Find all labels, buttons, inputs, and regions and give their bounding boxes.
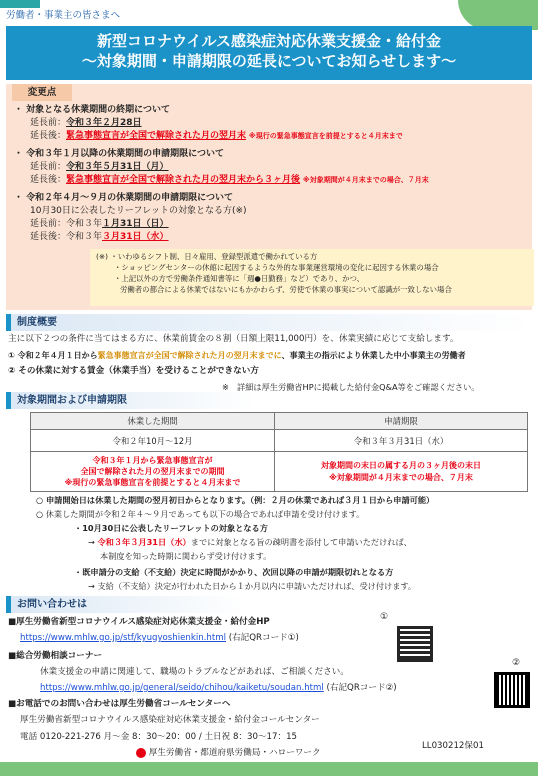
note-line3: ・上記以外の方で労働条件通知書等に「週●日勤務」など）であり、かつ、	[114, 274, 365, 283]
audience-label: 労働者・事業主の皆さまへ	[6, 10, 121, 21]
period-note-5: 本制度を知った時期に関わらず受け付けます。	[100, 551, 272, 561]
change1-after-label: 延長後：	[30, 131, 67, 141]
doc-code: LL030212保01	[422, 741, 484, 751]
mhlw-logo-icon	[136, 748, 146, 758]
hp-link-row	[20, 632, 299, 645]
title-line1: 新型コロナウイルス感染症対応休業支援金・給付金	[96, 32, 442, 50]
change1-after-value: 緊急事態宣言が全国で解除された月の翌月末	[66, 131, 247, 141]
change2-after-value: 緊急事態宣言が全国で解除された月の翌月末から３ヶ月後	[66, 175, 301, 185]
period-note-2: ○ 休業した期間が令和２年４～９月であっても以下の場合であれば申請を受け付けます。	[36, 509, 365, 519]
change1-before-label: 延長前：	[30, 118, 67, 128]
change2-after-label: 延長後：	[30, 175, 67, 185]
consult-title: ■総合労働相談コーナー	[8, 651, 103, 661]
change3-after-label: 延長後：令和３年	[30, 232, 103, 242]
call-phone: 電話 0120-221-276 月～金 8：30～20：00 / 土日祝 8：30～17：15	[20, 732, 298, 742]
period-row2-col2: 対象期間の末日の属する月の３ヶ月後の末日 ※対象期間が４月末までの場合、７月末	[275, 452, 528, 492]
changes-tag: 変更点	[12, 84, 72, 101]
period-row2-col1: 令和３年１月から緊急事態宣言が 全国で解除された月の翌月末までの期間 ※現行の緊急事態宣言を前提とすると４月末まで	[31, 452, 275, 492]
change2-after-note: ※対象期間が４月末までの場合、７月末	[302, 176, 429, 184]
hp-qr-ref: (右記QRコード①)	[228, 633, 299, 643]
change3-before-label: 延長前：令和３年	[30, 219, 103, 229]
qr1-mark: ①	[380, 612, 389, 622]
overview-cond2: ② その休業に対する賃金（休業手当）を受けることができない方	[8, 366, 259, 376]
call-center-name: 厚生労働省新型コロナウイルス感染症対応休業支援金・給付金コールセンター	[20, 715, 320, 725]
change1-after	[30, 130, 403, 143]
overview-cond1: ① 令和２年４月１日から緊急事態宣言が全国で解除された月の翌月末までに、事業主の指示により休業した中小事業主の労働者	[8, 351, 466, 360]
change1-before	[30, 117, 142, 130]
title-line2: ～対象期間・申請期限の延長についてお知らせします～	[81, 52, 457, 70]
change3-after	[30, 231, 169, 244]
note-line1: (※) ・いわゆるシフト制、日々雇用、登録型派遣で働かれている方	[96, 252, 318, 261]
note-line2: ・ショッピングセンターの休館に起因するような外的な事業運営環境の変化に起因する休業の場合	[114, 263, 439, 272]
period-col2-header: 申請期限	[275, 413, 528, 430]
change3-sub: 10月30日に公表したリーフレットの対象となる方(※)	[30, 206, 247, 216]
change1-after-note: ※現行の緊急事態宣言を前提とすると４月末まで	[248, 132, 403, 140]
change2-before	[30, 161, 169, 174]
period-row1-col1: 令和２年10月～12月	[31, 430, 275, 452]
hp-title: ■厚生労働省新型コロナウイルス感染症対応休業支援金・給付金HP	[8, 617, 270, 627]
overview-line1: 主に以下２つの条件に当てはまる方に、休業前賃金の８割（日額上限11,000円）を、休業実績に応じて支給します。	[8, 334, 459, 344]
title-banner	[6, 26, 532, 80]
consult-qr-ref: (右記QRコード②)	[326, 683, 397, 693]
footer-org: 厚生労働省・都道府県労働局・ハローワーク	[148, 748, 321, 758]
change2-after	[30, 174, 429, 187]
change3-before-value: １月31日（日）	[102, 219, 169, 229]
change2-heading: ・ 令和３年１月以降の休業期間の申請期限について	[14, 149, 224, 159]
eligibility-note	[90, 249, 534, 306]
change2-before-label: 延長前：	[30, 162, 67, 172]
note-mark: (※)	[96, 252, 108, 261]
period-heading: 対象期間および申請期限	[6, 392, 256, 409]
qr-code-2-icon[interactable]	[494, 672, 530, 708]
qr-code-1-icon[interactable]	[397, 626, 433, 662]
consult-desc: 休業支援金の申請に関連して、職場のトラブルなどがあれば、ご相談ください。	[40, 667, 349, 677]
period-note-1: ○ 申請開始日は休業した期間の翌月初日からとなります。（例：２月の休業であれば３月１日から申請可能）	[36, 495, 435, 505]
qr2-mark: ②	[512, 658, 521, 668]
change3-heading: ・ 令和２年４月～９月の休業期間の申請期限について	[14, 193, 233, 203]
contact-heading: お問い合わせは	[6, 596, 246, 613]
period-table	[30, 412, 528, 492]
change2-before-value: 令和３年５月31日（月）	[66, 162, 169, 172]
overview-detail: ※ 詳細は厚生労働省HPに掲載した給付金Q&A等をご確認ください。	[222, 382, 480, 392]
hp-url-link[interactable]: https://www.mhlw.go.jp/stf/kyugyoshienkin.html	[20, 633, 226, 643]
period-note-6: ・既申請分の支給（不支給）決定に時間がかかり、次回以降の申請が期限切れとなる方	[74, 567, 394, 577]
consult-url-link[interactable]: https://www.mhlw.go.jp/general/seido/chihou/kaiketu/soudan.html	[40, 683, 324, 693]
period-col1-header: 休業した期間	[31, 413, 275, 430]
overview-heading: 制度概要	[6, 314, 532, 331]
change3-after-value: ３月31日（水）	[102, 232, 169, 242]
consult-link-row	[40, 682, 397, 695]
period-row1-col2: 令和３年３月31日（水）	[275, 430, 528, 452]
change1-heading: ・ 対象となる休業期間の終期について	[14, 105, 170, 115]
call-title: ■お電話でのお問い合わせは厚生労働省コールセンターへ	[8, 699, 231, 709]
bottom-stripe	[0, 762, 538, 776]
period-note-3: ・10月30日に公表したリーフレットの対象となる方	[74, 523, 268, 533]
period-note-7: → 支給（不支給）決定が行われた日から１か月以内に申請いただければ、受け付けます。	[88, 581, 417, 591]
change1-before-value: 令和３年２月28日	[66, 118, 142, 128]
note-line4: 労働者の都合による休業ではないにもかかわらず、労使で休業の事実について認識が一致しない場合	[120, 285, 452, 294]
footer-org-row	[136, 747, 321, 760]
period-note-4: → 令和３年３月31日（水）までに対象となる旨の疎明書を添付して申請いただければ、	[88, 537, 412, 547]
change3-before	[30, 218, 169, 231]
